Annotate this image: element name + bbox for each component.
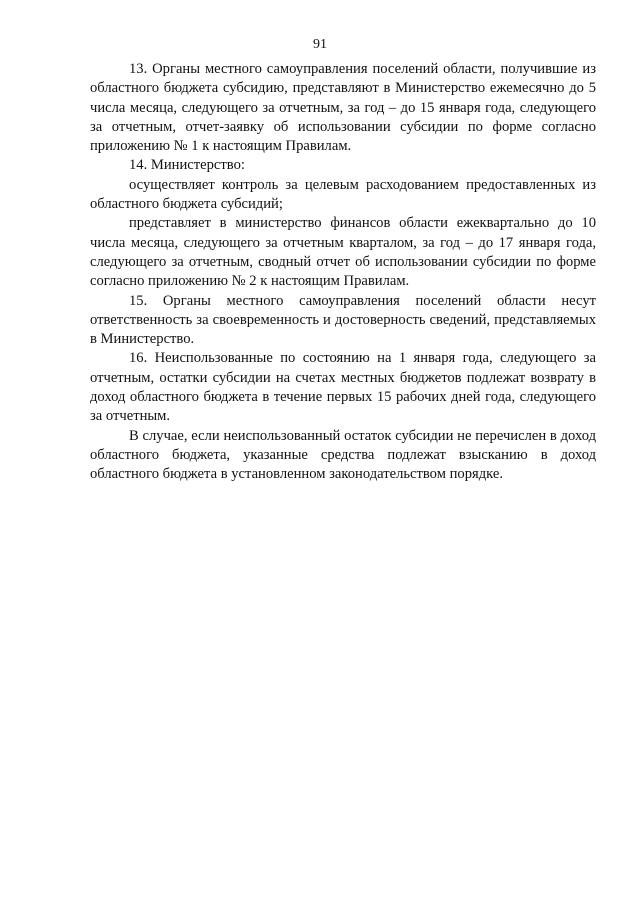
paragraph-16-recovery: В случае, если неиспользованный остаток субсидии не перечислен в доход областного бюджета, указанные средства подлежат взысканию в доход областного бюджета в установленном законодательством порядке. xyxy=(90,427,596,483)
paragraph-14-report: представляет в министерство финансов области ежеквартально до 10 числа месяца, следующего за отчетным кварталом, за год – до 17 января года, следующего за отчетным, сводный отчет об использовании субсидии по форме согласно приложению № 2 к настоящим Правилам. xyxy=(90,215,596,290)
paragraph-16: 16. Неиспользованные по состоянию на 1 января года, следующего за отчетным, остатки субсидии на счетах местных бюджетов подлежат возврату в доход областного бюджета в течение первых 15 рабочих дней года, следующего за отчетным. xyxy=(90,350,596,425)
paragraph-14-control: осуществляет контроль за целевым расходованием предоставленных из областного бюджета субсидий; xyxy=(90,176,596,213)
page-number: 91 xyxy=(313,37,327,52)
paragraph-14-heading: 14. Министерство: xyxy=(129,157,245,174)
paragraph-13: 13. Органы местного самоуправления поселений области, получившие из областного бюджета субсидию, представляют в Министерство ежемесячно до 5 числа месяца, следующего за отчетным, за год – до 15 января года, следующего за отчетным, отчет-заявку об использовании субсидии по форме согласно приложению № 1 к настоящим Правилам. xyxy=(90,61,596,155)
paragraph-15: 15. Органы местного самоуправления поселений области несут ответственность за своевременность и достоверность сведений, представляемых в Министерство. xyxy=(90,292,596,348)
document-body xyxy=(90,60,596,485)
